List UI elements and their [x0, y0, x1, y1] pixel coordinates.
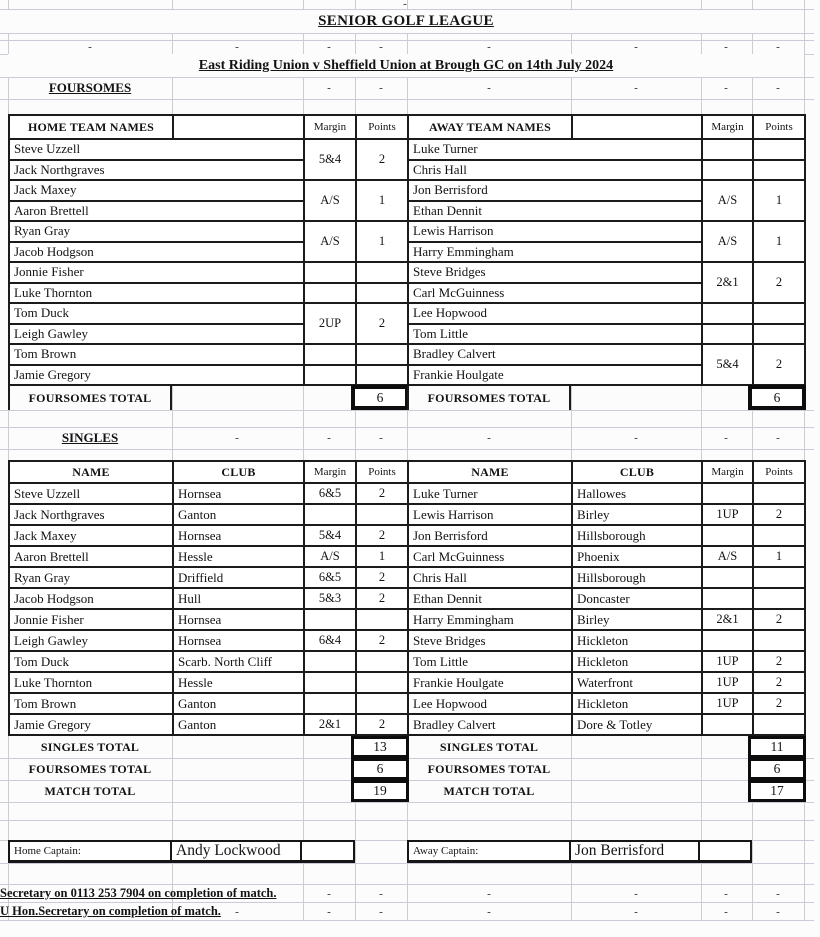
player-name-cell: Steve Bridges — [409, 263, 701, 282]
points-cell — [754, 715, 804, 734]
cell-dash: - — [379, 906, 383, 918]
match-subtitle: East Riding Union v Sheffield Union at Brough GC on 14th July 2024 — [198, 57, 614, 73]
margin-cell: 5&4 — [305, 526, 355, 545]
margin-cell: A/S — [305, 181, 355, 220]
margin-cell: A/S — [305, 222, 355, 261]
margin-cell: A/S — [703, 181, 752, 220]
player-name-cell: Ryan Gray — [10, 222, 303, 241]
points-cell — [754, 325, 804, 344]
home-captain-name: Andy Lockwood — [172, 842, 302, 860]
margin-cell — [703, 140, 752, 159]
player-name-cell: Jon Berrisford — [409, 526, 571, 545]
player-name-cell: Lee Hopwood — [409, 694, 571, 713]
cell-dash: - — [327, 41, 331, 53]
club-header: CLUB — [573, 462, 701, 482]
foursomes-total2-home-value: 6 — [351, 758, 409, 780]
player-name-cell: Jacob Hodgson — [10, 243, 303, 262]
margin-cell — [703, 484, 752, 503]
margin-cell — [305, 610, 355, 629]
margin-cell — [305, 673, 355, 692]
player-name-cell: Harry Emmingham — [409, 610, 571, 629]
points-header: Points — [754, 462, 804, 482]
home-captain-box — [8, 840, 355, 863]
margin-cell: 2&1 — [305, 715, 355, 734]
club-cell: Birley — [573, 505, 701, 524]
cell-dash: - — [487, 888, 491, 900]
player-name-cell: Ethan Dennit — [409, 589, 571, 608]
header-spacer-cell — [573, 116, 701, 138]
margin-cell — [703, 631, 752, 650]
cell-dash: - — [776, 82, 780, 94]
match-total-home-value: 19 — [351, 780, 409, 802]
player-name-cell: Ethan Dennit — [409, 202, 701, 221]
club-cell: Hornsea — [174, 526, 303, 545]
points-cell — [357, 345, 407, 364]
club-cell: Scarb. North Cliff — [174, 652, 303, 671]
cell-dash: - — [327, 888, 331, 900]
margin-cell — [305, 345, 355, 364]
header-spacer-cell — [174, 116, 303, 138]
cell-dash: - — [235, 41, 239, 53]
margin-cell — [305, 366, 355, 385]
margin-header: Margin — [305, 462, 355, 482]
singles-total-label-away: SINGLES TOTAL — [439, 739, 539, 754]
points-cell: 1 — [754, 547, 804, 566]
points-cell — [754, 526, 804, 545]
subtitle-row — [8, 54, 804, 77]
cell-dash: - — [487, 906, 491, 918]
points-cell — [357, 505, 407, 524]
points-cell: 2 — [357, 589, 407, 608]
club-cell: Ganton — [174, 715, 303, 734]
margin-cell: 2UP — [305, 304, 355, 343]
player-name-cell: Tom Little — [409, 652, 571, 671]
name-header: NAME — [409, 462, 571, 482]
player-name-cell: Luke Turner — [409, 140, 701, 159]
club-cell: Doncaster — [573, 589, 701, 608]
club-cell: Phoenix — [573, 547, 701, 566]
points-cell — [357, 263, 407, 282]
singles-table — [8, 460, 806, 736]
margin-cell — [703, 304, 752, 323]
points-cell — [357, 694, 407, 713]
player-name-cell: Lewis Harrison — [409, 222, 701, 241]
points-cell: 2 — [754, 652, 804, 671]
player-name-cell: Leigh Gawley — [10, 631, 172, 650]
points-cell: 2 — [754, 673, 804, 692]
foursomes-away-header: AWAY TEAM NAMES — [409, 116, 571, 138]
cell-dash: - — [235, 906, 239, 918]
cell-dash: - — [487, 82, 491, 94]
away-captain-box — [407, 840, 752, 863]
player-name-cell: Jacob Hodgson — [10, 589, 172, 608]
player-name-cell: Aaron Brettell — [10, 547, 172, 566]
margin-cell — [703, 589, 752, 608]
club-cell: Hickleton — [573, 694, 701, 713]
margin-header: Margin — [703, 116, 752, 138]
cell-dash: - — [776, 432, 780, 444]
points-cell: 2 — [754, 345, 804, 384]
player-name-cell: Jonnie Fisher — [10, 610, 172, 629]
points-cell: 2 — [357, 140, 407, 179]
cell-dash: - — [327, 906, 331, 918]
club-cell: Hornsea — [174, 631, 303, 650]
points-cell: 2 — [357, 304, 407, 343]
foursomes-total-away-value: 6 — [748, 385, 806, 410]
margin-cell — [305, 694, 355, 713]
match-total-away-value: 17 — [748, 780, 806, 802]
margin-cell — [305, 652, 355, 671]
margin-cell: 2&1 — [703, 610, 752, 629]
points-cell: 2 — [754, 505, 804, 524]
player-name-cell: Jack Maxey — [10, 526, 172, 545]
points-cell — [357, 673, 407, 692]
foursomes-total2-away-value: 6 — [748, 758, 806, 780]
club-cell: Waterfront — [573, 673, 701, 692]
cell-dash: - — [776, 41, 780, 53]
player-name-cell: Luke Thornton — [10, 284, 303, 303]
foursomes-table — [8, 114, 806, 386]
foursomes-total-label-home: FOURSOMES TOTAL — [8, 386, 172, 410]
margin-header: Margin — [703, 462, 752, 482]
player-name-cell: Leigh Gawley — [10, 325, 303, 344]
margin-cell: 1UP — [703, 505, 752, 524]
cell-dash: - — [379, 888, 383, 900]
player-name-cell: Carl McGuinness — [409, 547, 571, 566]
cell-dash: - — [634, 906, 638, 918]
points-cell — [754, 304, 804, 323]
player-name-cell: Carl McGuinness — [409, 284, 701, 303]
cell-dash: - — [327, 432, 331, 444]
margin-cell: 5&4 — [305, 140, 355, 179]
points-cell — [357, 284, 407, 303]
margin-cell — [703, 568, 752, 587]
club-cell: Dore & Totley — [573, 715, 701, 734]
title-row — [8, 10, 804, 33]
player-name-cell: Chris Hall — [409, 568, 571, 587]
cell-dash: - — [724, 41, 728, 53]
points-cell: 1 — [357, 222, 407, 261]
player-name-cell: Ryan Gray — [10, 568, 172, 587]
margin-cell — [305, 284, 355, 303]
margin-cell — [305, 505, 355, 524]
club-header: CLUB — [174, 462, 303, 482]
margin-cell: 6&5 — [305, 568, 355, 587]
singles-section-label: SINGLES — [61, 430, 119, 445]
player-name-cell: Steve Bridges — [409, 631, 571, 650]
home-captain-label: Home Captain: — [10, 842, 172, 860]
foursomes-total-label-away: FOURSOMES TOTAL — [407, 386, 571, 410]
match-total-label-home: MATCH TOTAL — [44, 783, 136, 798]
away-captain-spacer — [700, 842, 750, 860]
margin-cell — [305, 263, 355, 282]
margin-cell — [703, 161, 752, 180]
margin-cell — [703, 526, 752, 545]
points-cell: 1 — [754, 181, 804, 220]
foursomes-total2-label-home: FOURSOMES TOTAL — [28, 761, 152, 776]
points-cell: 2 — [754, 610, 804, 629]
points-header: Points — [357, 462, 407, 482]
home-captain-spacer — [302, 842, 353, 860]
cell-dash: - — [724, 888, 728, 900]
margin-cell — [703, 325, 752, 344]
points-header: Points — [754, 116, 804, 138]
margin-cell: 1UP — [703, 673, 752, 692]
cell-dash: - — [379, 432, 383, 444]
cell-dash: - — [776, 906, 780, 918]
margin-cell: 1UP — [703, 694, 752, 713]
club-cell: Hallowes — [573, 484, 701, 503]
player-name-cell: Tom Little — [409, 325, 701, 344]
club-cell: Hull — [174, 589, 303, 608]
margin-header: Margin — [305, 116, 355, 138]
player-name-cell: Frankie Houlgate — [409, 366, 701, 385]
footer-note-1: Secretary on 0113 253 7904 on completion of match. — [0, 885, 277, 900]
cell-dash: - — [724, 432, 728, 444]
cell-dash: - — [379, 41, 383, 53]
points-cell: 1 — [357, 547, 407, 566]
cell-dash: - — [327, 82, 331, 94]
foursomes-home-header: HOME TEAM NAMES — [10, 116, 172, 138]
margin-cell: 5&4 — [703, 345, 752, 384]
player-name-cell: Aaron Brettell — [10, 202, 303, 221]
player-name-cell: Jack Northgraves — [10, 505, 172, 524]
foursomes-total-home-value: 6 — [351, 385, 409, 410]
match-total-label-away: MATCH TOTAL — [443, 783, 535, 798]
player-name-cell: Jon Berrisford — [409, 181, 701, 200]
cell-dash: - — [724, 82, 728, 94]
cell-dash: - — [88, 41, 92, 53]
margin-cell: 6&4 — [305, 631, 355, 650]
margin-cell: A/S — [703, 222, 752, 261]
points-cell: 2 — [754, 694, 804, 713]
club-cell: Hornsea — [174, 484, 303, 503]
player-name-cell: Steve Uzzell — [10, 140, 303, 159]
cell-dash: - — [487, 432, 491, 444]
cell-dash: - — [634, 888, 638, 900]
club-cell: Hillsborough — [573, 568, 701, 587]
player-name-cell: Harry Emmingham — [409, 243, 701, 262]
club-cell: Hessle — [174, 673, 303, 692]
page-title: SENIOR GOLF LEAGUE — [318, 13, 494, 29]
points-cell: 1 — [357, 181, 407, 220]
player-name-cell: Lewis Harrison — [409, 505, 571, 524]
away-captain-label: Away Captain: — [409, 842, 571, 860]
club-cell: Hickleton — [573, 652, 701, 671]
points-cell: 2 — [754, 263, 804, 302]
club-cell: Birley — [573, 610, 701, 629]
player-name-cell: Jamie Gregory — [10, 366, 303, 385]
singles-total-away-value: 11 — [748, 736, 806, 758]
player-name-cell: Jonnie Fisher — [10, 263, 303, 282]
player-name-cell: Luke Thornton — [10, 673, 172, 692]
player-name-cell: Jack Maxey — [10, 181, 303, 200]
points-cell — [357, 366, 407, 385]
player-name-cell: Bradley Calvert — [409, 345, 701, 364]
margin-cell: A/S — [305, 547, 355, 566]
points-cell: 1 — [754, 222, 804, 261]
player-name-cell: Steve Uzzell — [10, 484, 172, 503]
cell-dash: - — [403, 0, 407, 10]
foursomes-total2-label-away: FOURSOMES TOTAL — [427, 761, 551, 776]
club-cell: Hillsborough — [573, 526, 701, 545]
club-cell: Driffield — [174, 568, 303, 587]
margin-cell: 5&3 — [305, 589, 355, 608]
points-cell — [754, 568, 804, 587]
points-cell — [754, 484, 804, 503]
away-captain-name: Jon Berrisford — [571, 842, 700, 860]
cell-dash: - — [379, 82, 383, 94]
cell-dash: - — [235, 432, 239, 444]
singles-total-home-value: 13 — [351, 736, 409, 758]
footer-note-2: U Hon.Secretary on completion of match. — [0, 903, 221, 918]
club-cell: Hickleton — [573, 631, 701, 650]
margin-cell: 1UP — [703, 652, 752, 671]
player-name-cell: Bradley Calvert — [409, 715, 571, 734]
margin-cell: A/S — [703, 547, 752, 566]
points-cell: 2 — [357, 715, 407, 734]
points-cell: 2 — [357, 568, 407, 587]
points-cell — [357, 652, 407, 671]
player-name-cell: Tom Brown — [10, 694, 172, 713]
margin-cell — [703, 715, 752, 734]
club-cell: Ganton — [174, 505, 303, 524]
cell-dash: - — [776, 888, 780, 900]
margin-cell: 2&1 — [703, 263, 752, 302]
margin-cell: 6&5 — [305, 484, 355, 503]
player-name-cell: Luke Turner — [409, 484, 571, 503]
name-header: NAME — [10, 462, 172, 482]
player-name-cell: Jack Northgraves — [10, 161, 303, 180]
cell-dash: - — [634, 41, 638, 53]
player-name-cell: Tom Brown — [10, 345, 303, 364]
player-name-cell: Jamie Gregory — [10, 715, 172, 734]
points-cell — [357, 610, 407, 629]
points-cell — [754, 140, 804, 159]
points-cell — [754, 161, 804, 180]
points-cell: 2 — [357, 484, 407, 503]
cell-dash: - — [487, 41, 491, 53]
points-header: Points — [357, 116, 407, 138]
player-name-cell: Tom Duck — [10, 304, 303, 323]
singles-total-label-home: SINGLES TOTAL — [40, 739, 140, 754]
cell-dash: - — [634, 432, 638, 444]
points-cell: 2 — [357, 631, 407, 650]
cell-dash: - — [634, 82, 638, 94]
points-cell: 2 — [357, 526, 407, 545]
player-name-cell: Tom Duck — [10, 652, 172, 671]
club-cell: Ganton — [174, 694, 303, 713]
club-cell: Hessle — [174, 547, 303, 566]
points-cell — [754, 589, 804, 608]
foursomes-section-label: FOURSOMES — [48, 80, 132, 95]
player-name-cell: Chris Hall — [409, 161, 701, 180]
cell-dash: - — [724, 906, 728, 918]
player-name-cell: Lee Hopwood — [409, 304, 701, 323]
player-name-cell: Frankie Houlgate — [409, 673, 571, 692]
club-cell: Hornsea — [174, 610, 303, 629]
points-cell — [754, 631, 804, 650]
